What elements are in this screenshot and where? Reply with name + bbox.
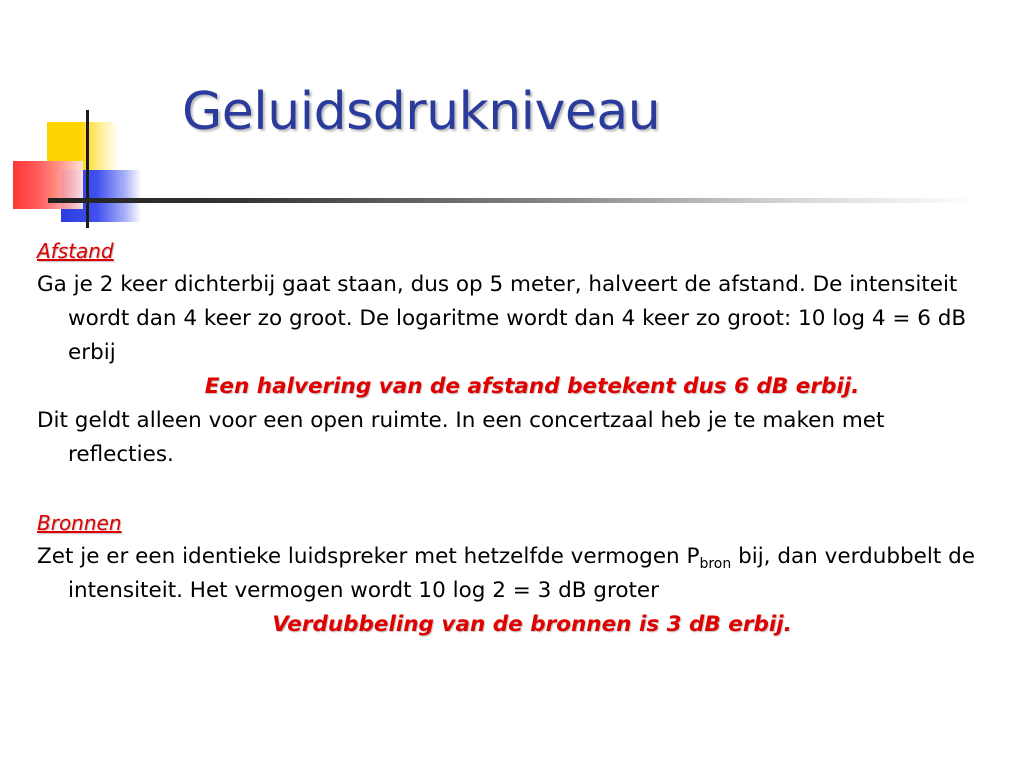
title-divider-line [48,198,978,203]
bronnen-heading: Bronnen [37,511,122,535]
afstand-emphasis: Een halvering van de afstand betekent dus 6 dB erbij. [204,374,860,399]
bronnen-emphasis: Verdubbeling van de bronnen is 3 dB erbij. [272,612,792,637]
bronnen-paragraph-part1: Zet je er een identieke luidspreker met hetzelfde vermogen P [37,544,700,569]
afstand-paragraph: Ga je 2 keer dichterbij gaat staan, dus op 5 meter, halveert de afstand. De intensiteit wordt dan 4 keer zo groot. De logaritme wordt dan 4 keer zo groot: 10 log 4 = 6 dB erbij [37,272,967,365]
bronnen-paragraph [37,540,987,608]
decorative-vertical-line [86,110,89,228]
slide-title: Geluidsdrukniveau [182,82,661,142]
bronnen-paragraph-part2: bij, dan verdubbelt de intensiteit. Het vermogen wordt 10 log 2 = 3 dB groter [68,544,975,603]
afstand-heading: Afstand [37,239,114,263]
afstand-note: Dit geldt alleen voor een open ruimte. In een concertzaal heb je te maken met reflecties. [37,408,885,467]
bronnen-paragraph-subscript: bron [699,556,732,572]
slide-content [37,234,987,642]
section-spacer [37,472,987,506]
